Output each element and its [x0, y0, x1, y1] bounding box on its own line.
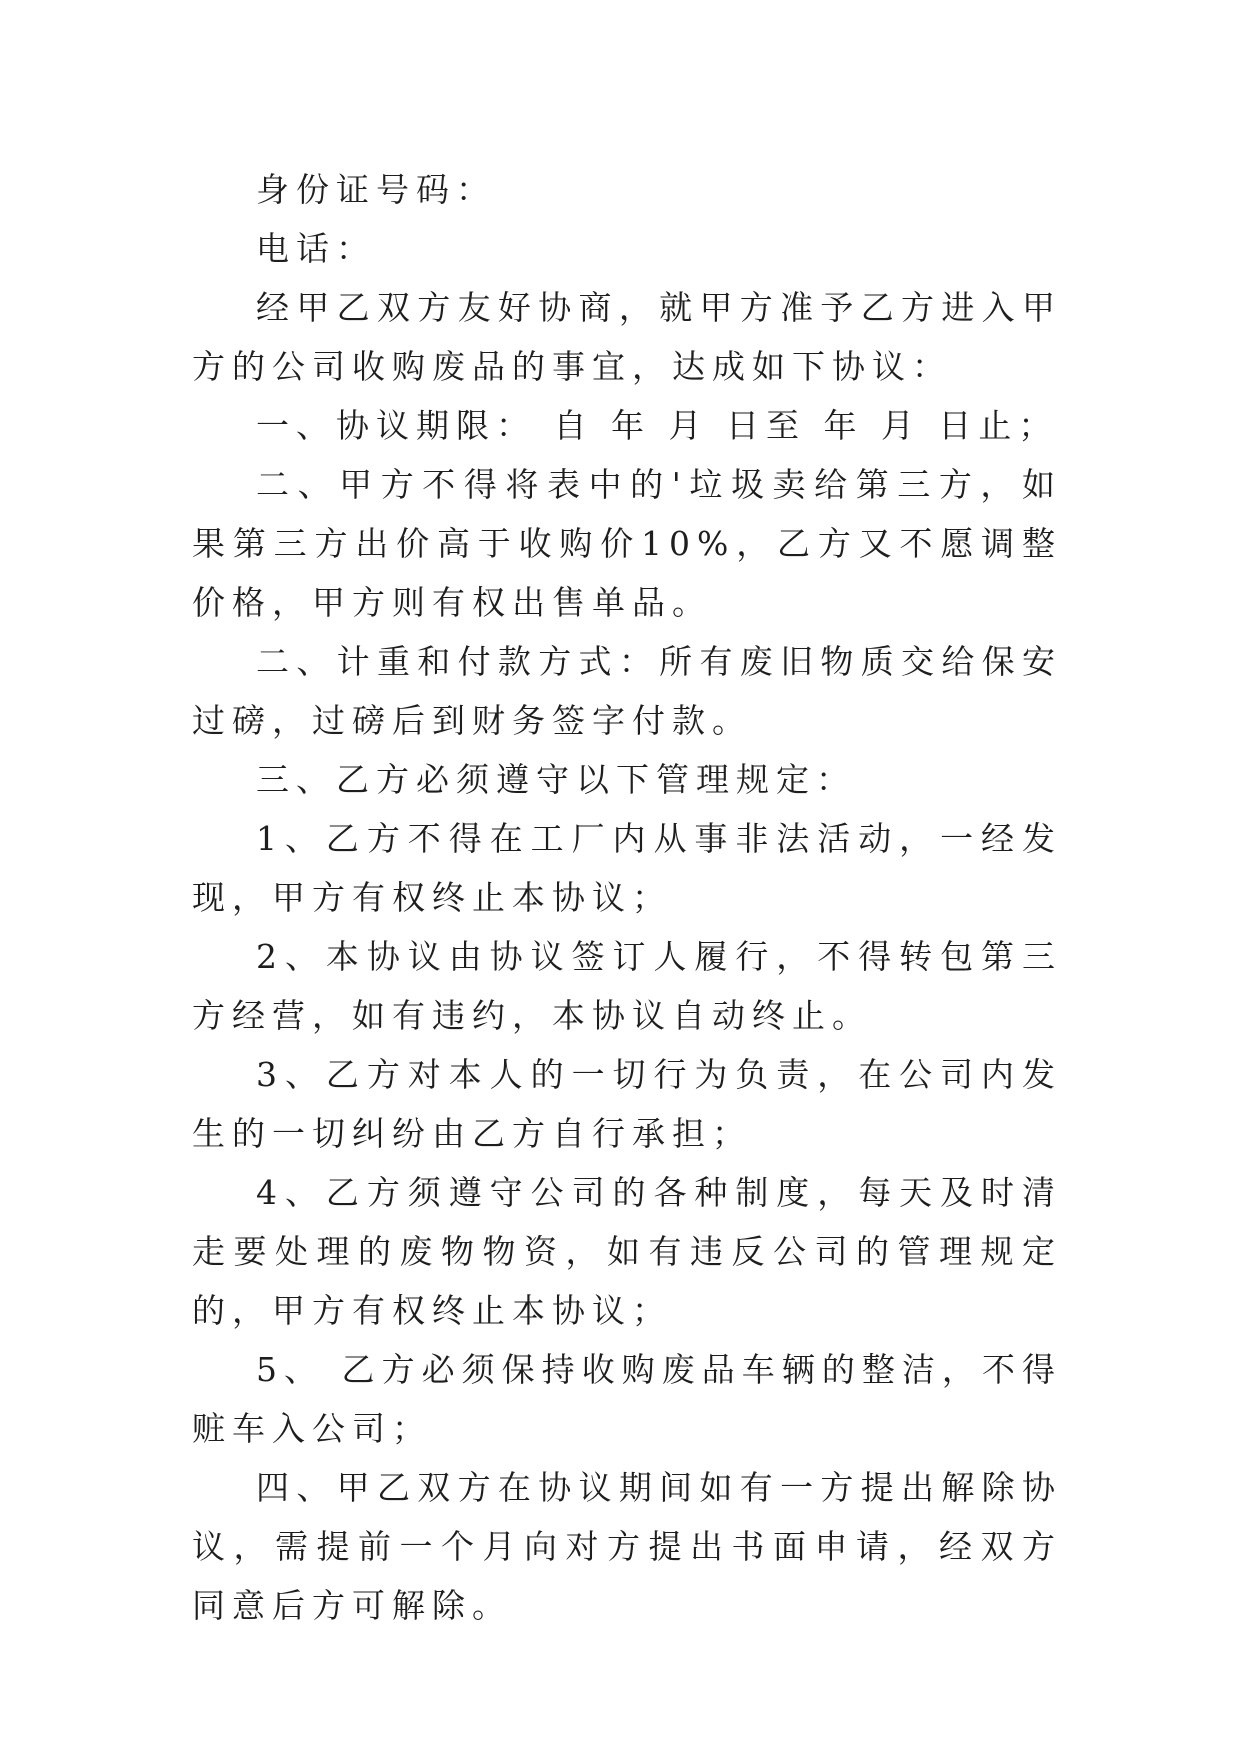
document-body: [192, 160, 1062, 1635]
clause-third-party-sale: 二、甲方不得将表中的'垃圾卖给第三方，如果第三方出价高于收购价10%，乙方又不愿调整价格，甲方则有权出售单品。: [192, 465, 1062, 622]
clause-term: 一、协议期限： 自 年 月 日至 年 月 日止；: [256, 406, 1059, 445]
phone-line: 电话：: [256, 229, 376, 268]
clause-weighing-payment: 二、计重和付款方式：所有废旧物质交给保安过磅，过磅后到财务签字付款。: [192, 642, 1062, 740]
id-number-line: 身份证号码：: [256, 170, 496, 209]
rule-item-3: 3、乙方对本人的一切行为负责，在公司内发生的一切纠纷由乙方自行承担；: [192, 1055, 1062, 1153]
preamble-paragraph: 经甲乙双方友好协商，就甲方准予乙方进入甲方的公司收购废品的事宜，达成如下协议：: [192, 288, 1062, 386]
clause-management-rules: 三、乙方必须遵守以下管理规定：: [256, 760, 856, 799]
rule-item-5: 5、 乙方必须保持收购废品车辆的整洁，不得赃车入公司；: [192, 1350, 1062, 1448]
clause-termination: 四、甲乙双方在协议期间如有一方提出解除协议，需提前一个月向对方提出书面申请，经双方同意后方可解除。: [192, 1468, 1062, 1625]
rule-item-1: 1、乙方不得在工厂内从事非法活动，一经发现，甲方有权终止本协议；: [192, 819, 1062, 917]
rule-item-4: 4、乙方须遵守公司的各种制度，每天及时清走要处理的废物物资，如有违反公司的管理规定的，甲方有权终止本协议；: [192, 1173, 1062, 1330]
rule-item-2: 2、本协议由协议签订人履行，不得转包第三方经营，如有违约，本协议自动终止。: [192, 937, 1062, 1035]
